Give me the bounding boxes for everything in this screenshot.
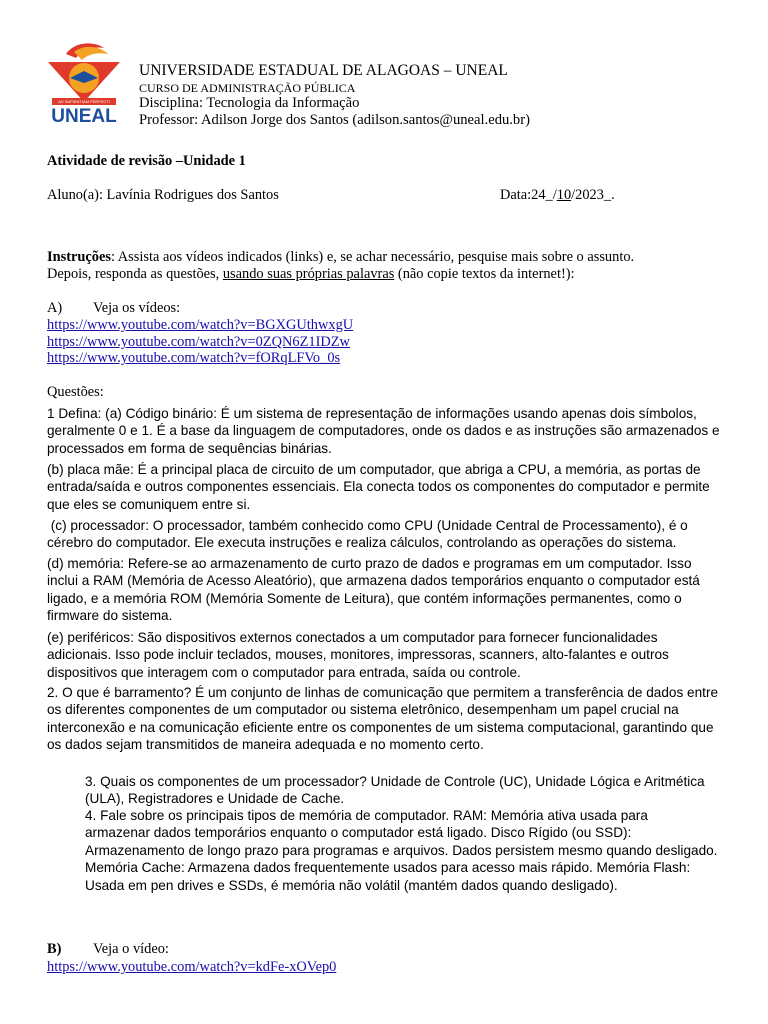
instructions-line-1: Instruções: Assista aos vídeos indicados (links) e, se achar necessário, pesquise mais sobre o assunto.	[47, 249, 635, 265]
questions-label: Questões:	[47, 384, 104, 400]
section-a-marker: A)	[47, 300, 63, 316]
student-name: Aluno(a): Lavínia Rodrigues dos Santos	[47, 187, 279, 203]
instructions-label: Instruções	[47, 249, 111, 265]
answer-1a: 1 Defina: (a) Código binário: É um sistema de representação de informações usando apenas dois símbolos, geralmente 0 e 1. É a base da linguagem de computadores, onde os dados e as instruções são armazenados e processados em forma de sequências binárias.	[47, 406, 720, 456]
professor: Professor: Adilson Jorge dos Santos (adilson.santos@uneal.edu.br)	[139, 112, 530, 128]
instructions-line-2: Depois, responda as questões, usando suas próprias palavras (não copie textos da internet!):	[47, 266, 575, 282]
video-link-1[interactable]: https://www.youtube.com/watch?v=BGXGUthwxgU	[47, 317, 354, 333]
section-b-marker: B)	[47, 941, 62, 957]
university-name: UNIVERSIDADE ESTADUAL DE ALAGOAS – UNEAL	[139, 62, 508, 79]
course-name: CURSO DE ADMINISTRAÇÃO PÚBLICA	[139, 81, 356, 95]
logo-text: UNEAL	[51, 106, 117, 127]
answer-3: 3. Quais os componentes de um processador? Unidade de Controle (UC), Unidade Lógica e Aritmética (ULA), Registradores e Unidade de Cache.	[85, 774, 705, 807]
answer-1e: (e) periféricos: São dispositivos externos conectados a um computador para fornecer funcionalidades adicionais. Isso pode incluir teclados, mouses, monitores, impressoras, scanners, alto-falantes e outros dispositivos que interagem com o computador para entrada, saída ou controle.	[47, 630, 669, 680]
answer-1c: (c) processador: O processador, também conhecido como CPU (Unidade Central de Processamento), é o cérebro do computador. Ele executa instruções e realiza cálculos, controlando as operações do sistema.	[47, 518, 688, 551]
logo-banner: AD SAPIENTIAM PERFECTI	[58, 99, 110, 104]
discipline: Disciplina: Tecnologia da Informação	[139, 95, 360, 111]
date: Data:24_/10/2023_.	[500, 187, 615, 203]
uneal-logo	[46, 40, 122, 128]
section-b-label: Veja o vídeo:	[93, 941, 169, 957]
video-link-3[interactable]: https://www.youtube.com/watch?v=fORqLFVo_0s	[47, 350, 341, 366]
answer-1d: (d) memória: Refere-se ao armazenamento de curto prazo de dados e programas em um computador. Isso inclui a RAM (Memória de Acesso Aleatório), que armazena dados temporários enquanto o computador está ligado, e a memória ROM (Memória Somente de Leitura), que contém informações permanentes, como o firmware do sistema.	[47, 556, 700, 624]
section-a-label: Veja os vídeos:	[93, 300, 181, 316]
answer-1b: (b) placa mãe: É a principal placa de circuito de um computador, que abriga a CPU, a memória, as portas de entrada/saída e outros componentes essenciais. Ela conecta todos os componentes do computador e permite que eles se comuniquem entre si.	[47, 462, 710, 512]
activity-title: Atividade de revisão –Unidade 1	[47, 153, 246, 169]
answer-4: 4. Fale sobre os principais tipos de memória de computador. RAM: Memória ativa usada para armazenar dados temporários enquanto o computador está ligado. Disco Rígido (ou SSD): Armazenamento de longo prazo para programas e arquivos. Dados persistem mesmo quando desligado. Memória Cache: Armazena dados frequentemente usados para acesso mais rápido. Memória Flash: Usada em pen drives e SSDs, é memória não volátil (mantém dados quando desligado).	[85, 808, 718, 893]
answer-2: 2. O que é barramento? É um conjunto de linhas de comunicação que permitem a transferência de dados entre os diferentes componentes de um computador ou sistema eletrônico, desempenham um papel crucial na interconexão e na comunicação eficiente entre os componentes de um sistema computacional, garantindo que os dados sejam transmitidos de maneira adequada e no momento certo.	[47, 685, 719, 753]
video-link-b[interactable]: https://www.youtube.com/watch?v=kdFe-xOVep0	[47, 959, 337, 975]
video-link-2[interactable]: https://www.youtube.com/watch?v=0ZQN6Z1IDZw	[47, 334, 350, 350]
